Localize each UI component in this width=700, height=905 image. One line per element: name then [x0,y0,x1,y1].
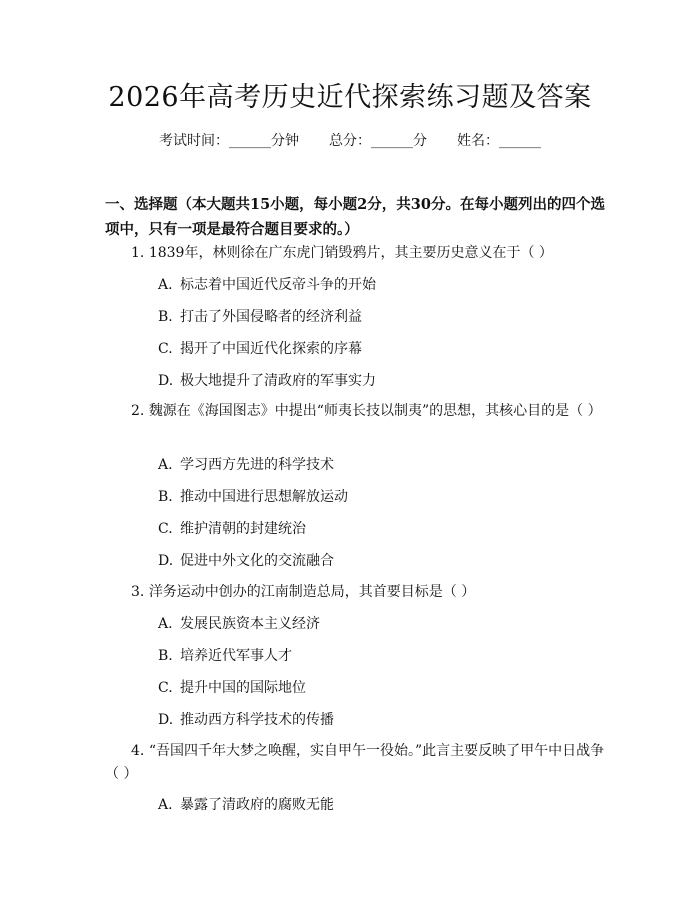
question-number: 3. [131,584,145,600]
option-3d [158,710,598,730]
option-1b [158,307,598,327]
option-text: 促进中外文化的交流融合 [180,553,334,569]
option-label: D. [158,712,174,728]
option-label: A. [158,277,173,293]
option-2d [158,551,598,571]
option-text: 培养近代军事人才 [180,648,292,664]
option-label: C. [158,680,173,696]
option-label: A. [158,797,173,813]
question-number: 2. [131,403,145,419]
student-name-field: 姓名：______ [457,133,541,149]
option-2a [158,455,598,475]
option-4a [158,795,598,815]
option-2c [158,519,598,539]
question-text: 洋务运动中创办的江南制造总局，其首要目标是（ ） [148,584,476,600]
total-score-field: 总分：______分 [329,133,427,149]
option-text: 提升中国的国际地位 [180,680,306,696]
option-label: B. [158,489,173,505]
option-1d [158,371,598,391]
question-3 [105,581,605,604]
question-text: 魏源在《海国图志》中提出“师夷长技以制夷”的思想，其核心目的是（ ） [148,403,602,419]
option-1a [158,275,598,295]
option-label: B. [158,648,173,664]
exam-time-field: 考试时间：______分钟 [159,133,299,149]
option-2b [158,487,598,507]
option-text: 揭开了中国近代化探索的序幕 [180,341,362,357]
option-label: A. [158,616,173,632]
option-text: 维护清朝的封建统治 [180,521,306,537]
question-4 [105,740,605,786]
option-text: 推动中国进行思想解放运动 [180,489,348,505]
option-label: D. [158,553,174,569]
option-text: 极大地提升了清政府的军事实力 [180,373,376,389]
question-2 [105,400,605,423]
option-3a [158,614,598,634]
option-label: A. [158,457,173,473]
option-text: 推动西方科学技术的传播 [180,712,334,728]
option-text: 发展民族资本主义经济 [180,616,320,632]
exam-meta [0,131,700,151]
question-number: 1. [131,245,145,261]
section-heading: 一、选择题（本大题共15小题，每小题2分，共30分。在每小题列出的四个选项中，只有一项是最符合题目要求的。） [105,196,605,238]
option-text: 学习西方先进的科学技术 [180,457,334,473]
option-text: 标志着中国近代反帝斗争的开始 [180,277,376,293]
option-3b [158,646,598,666]
option-label: C. [158,341,173,357]
option-label: C. [158,521,173,537]
question-text: “吾国四千年大梦之唤醒，实自甲午一役始。”此言主要反映了甲午中日战争（ ） [105,743,605,782]
page-title: 2026年高考历史近代探索练习题及答案 [108,82,592,113]
option-text: 暴露了清政府的腐败无能 [180,797,334,813]
option-label: B. [158,309,173,325]
option-3c [158,678,598,698]
question-number: 4. [131,743,145,759]
option-text: 打击了外国侵略者的经济利益 [180,309,362,325]
question-text: 1839年，林则徐在广东虎门销毁鸦片，其主要历史意义在于（ ） [148,245,553,261]
question-1 [105,242,605,265]
option-1c [158,339,598,359]
option-label: D. [158,373,174,389]
